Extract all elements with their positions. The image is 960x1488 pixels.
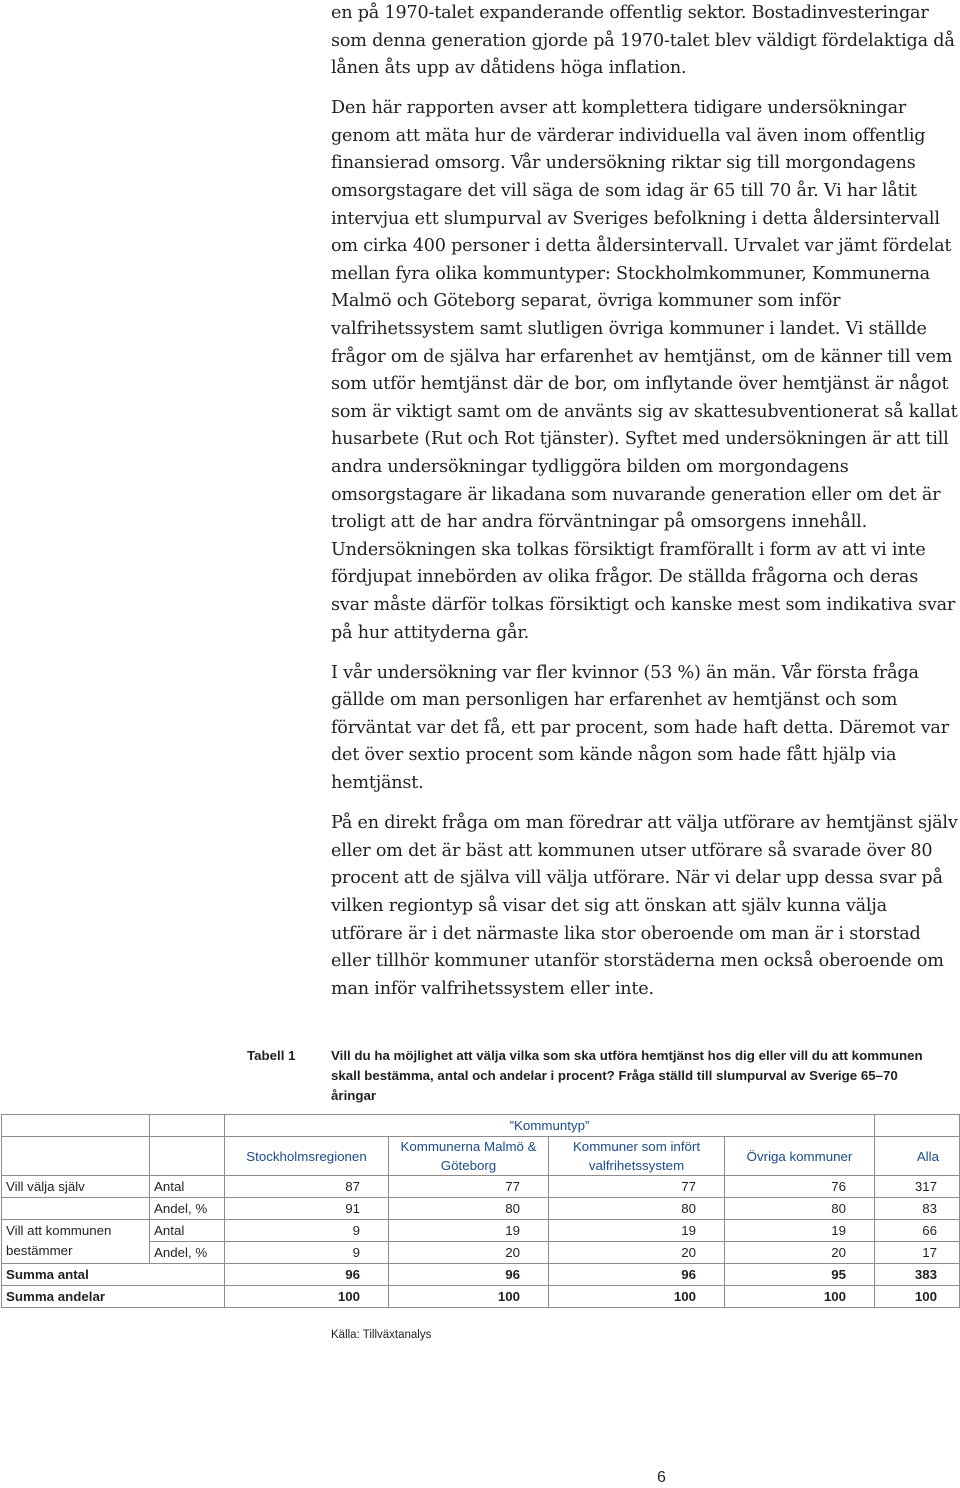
total-label: Summa antal xyxy=(2,1264,225,1286)
table-cell: 66 xyxy=(875,1220,960,1242)
table-source: Källa: Tillväxtanalys xyxy=(331,1329,432,1341)
table-cell: 9 xyxy=(225,1220,389,1242)
row-measure: Antal xyxy=(150,1220,225,1242)
row-group-label: Vill välja själv xyxy=(2,1176,150,1198)
paragraph: Den här rapporten avser att komplettera tidigare undersökningar genom att mäta hur de värderar individuella val även inom offentlig finansierad omsorg. Vår undersökning riktar sig till morgondagens omsorgstagare det vill säga de som idag är 65 till 70 år. Vi har låtit intervjua ett slumpurval av Sveriges befolkning i detta åldersintervall om cirka 400 personer i detta åldersintervall. Urvalet var jämt fördelat mellan fyra olika kommuntyper: Stockholmkommuner, Kommunerna Malmö och Göteborg separat, övriga kommuner som inför valfrihetssystem samt slutligen övriga kommuner i landet. Vi ställde frågor om de själva har erfarenhet av hemtjänst, om de känner till vem som utför hemtjänst där de bor, om inflytande över hemtjänst är något som är viktigt samt om de använts sig av skattesubventionerat så kallat husarbete (Rut och Rot tjänster). Syftet med undersökningen är att till andra undersökningar tydliggöra bilden om morgondagens omsorgstagare är likadana som nuvarande generation eller om det är troligt att de har andra förväntningar på omsorgens innehåll. Undersökningen ska tolkas försiktigt framförallt i form av att vi inte fördjupat innebörden av olika frågor. De ställda frågorna och deras svar måste därför tolkas försiktigt och kanske mest som indikativa svar på hur attityderna går. xyxy=(331,98,958,643)
table-cell: 76 xyxy=(725,1176,875,1198)
paragraph: På en direkt fråga om man föredrar att välja utförare av hemtjänst själv eller om det är bäst att kommunen utser utförare så svarade över 80 procent att de själva vill välja utförare. När vi delar upp dessa svar på vilken regiontyp så visar det sig att önskan att själv kunna välja utförare är i det närmaste lika stor oberoende om man är i storstad eller tillhör kommuner utanför storstäderna men också oberoende om man inför valfrihetssystem eller inte. xyxy=(331,813,958,999)
table-cell: 77 xyxy=(549,1176,725,1198)
table-cell: 80 xyxy=(725,1198,875,1220)
table-cell: 9 xyxy=(225,1242,389,1264)
table-cell: 96 xyxy=(549,1264,725,1286)
column-header: Stockholmsregionen xyxy=(225,1137,389,1176)
table-cell: 100 xyxy=(549,1286,725,1308)
paragraph: I vår undersökning var fler kvinnor (53 %) än män. Vår första fråga gällde om man personligen har erfarenhet av hemtjänst och som förväntat var det få, ett par procent, som hade haft detta. Däremot var det över sextio procent som kände någon som hade fått hjälp via hemtjänst. xyxy=(331,662,949,794)
table-cell: 100 xyxy=(875,1286,960,1308)
table-cell: 20 xyxy=(549,1242,725,1264)
table-row xyxy=(2,1220,960,1242)
page-number: 6 xyxy=(657,1469,666,1486)
table-cell: 19 xyxy=(725,1220,875,1242)
table-cell: 100 xyxy=(225,1286,389,1308)
column-header: Kommunerna Malmö & Göteborg xyxy=(389,1137,549,1176)
table-group-header-row xyxy=(2,1115,960,1137)
table-cell: 80 xyxy=(389,1198,549,1220)
table-column-header-row xyxy=(2,1137,960,1176)
table-cell: 95 xyxy=(725,1264,875,1286)
table-row xyxy=(2,1198,960,1220)
table-cell: 96 xyxy=(225,1264,389,1286)
table-cell: 83 xyxy=(875,1198,960,1220)
column-header: Alla xyxy=(875,1137,960,1176)
table-cell: 96 xyxy=(389,1264,549,1286)
row-group-label xyxy=(2,1198,150,1220)
row-measure: Andel, % xyxy=(150,1198,225,1220)
table-caption: Vill du ha möjlighet att välja vilka som ska utföra hemtjänst hos dig eller vill du att kommunen skall bestämma, antal och andelar i procent? Fråga ställd till slumpurval av Sverige 65–70 åringar xyxy=(331,1048,923,1103)
total-label: Summa andelar xyxy=(2,1286,225,1308)
table-cell: 87 xyxy=(225,1176,389,1198)
table-cell: 80 xyxy=(549,1198,725,1220)
row-measure: Andel, % xyxy=(150,1242,225,1264)
table-cell: 17 xyxy=(875,1242,960,1264)
table-cell: 91 xyxy=(225,1198,389,1220)
data-table xyxy=(1,1114,960,1308)
table-cell: 20 xyxy=(389,1242,549,1264)
table-row xyxy=(2,1176,960,1198)
table-cell: 19 xyxy=(389,1220,549,1242)
column-header: Övriga kommuner xyxy=(725,1137,875,1176)
table-cell: 20 xyxy=(725,1242,875,1264)
total-row xyxy=(2,1264,960,1286)
body-text xyxy=(331,0,958,1016)
table-cell: 383 xyxy=(875,1264,960,1286)
table-cell: 19 xyxy=(549,1220,725,1242)
total-row xyxy=(2,1286,960,1308)
column-header: Kommuner som infört valfrihetssystem xyxy=(549,1137,725,1176)
table-label: Tabell 1 xyxy=(247,1048,296,1063)
row-measure: Antal xyxy=(150,1176,225,1198)
table-cell: 100 xyxy=(389,1286,549,1308)
table-cell: 317 xyxy=(875,1176,960,1198)
table-cell: 100 xyxy=(725,1286,875,1308)
row-group-label: Vill att kommunen bestämmer xyxy=(2,1220,150,1264)
table-cell: 77 xyxy=(389,1176,549,1198)
group-header: ”Kommuntyp” xyxy=(225,1115,875,1137)
paragraph: en på 1970-talet expanderande offentlig sektor. Bostadinvesteringar som denna generation gjorde på 1970-talet blev väldigt fördelaktiga då lånen åts upp av dåtidens höga inflation. xyxy=(331,3,955,79)
